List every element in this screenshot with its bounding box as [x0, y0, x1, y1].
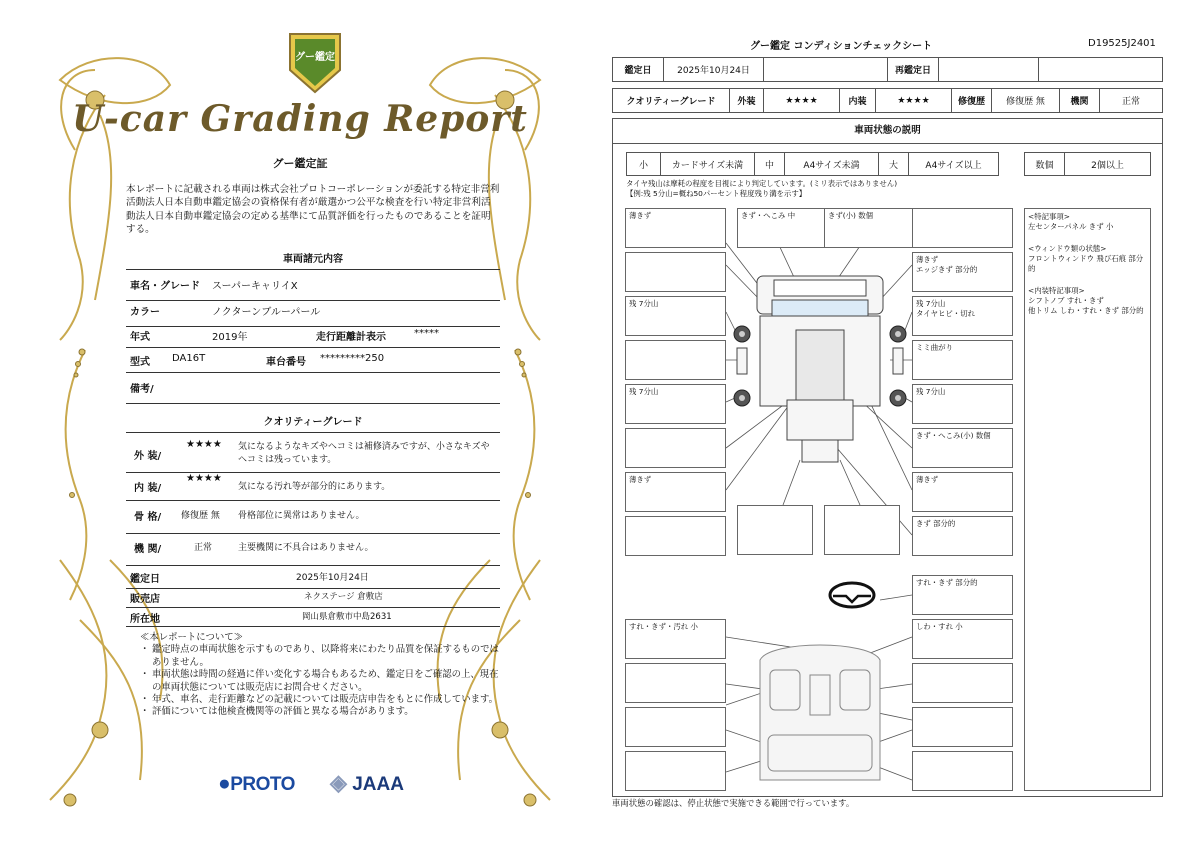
interior-stars: ★★★★ [186, 473, 222, 484]
grade-table [612, 88, 1163, 113]
report-notes [140, 632, 500, 719]
size-legend-table [626, 152, 999, 176]
report-script-title: U-car Grading Report [72, 98, 528, 140]
damage-box [912, 751, 1013, 791]
row-dealer [126, 590, 500, 608]
damage-box [625, 663, 726, 703]
count-desc: 2個以上 [1091, 160, 1124, 171]
frame-value: 修復歴 無 [181, 511, 220, 521]
tire-note [626, 179, 897, 199]
name-label: 車名・グレード [130, 281, 200, 292]
damage-box: 薄きず [625, 208, 726, 248]
date-table [612, 57, 1163, 82]
sheet-footnote: 車両状態の確認は、停止状態で実施できる範囲で行っています。 [612, 798, 855, 808]
damage-box [912, 707, 1013, 747]
notes-title: ≪本レポートについて≫ [140, 632, 243, 643]
name-value: スーパーキャリイX [212, 281, 298, 292]
condition-section-title: 車両状態の説明 [612, 118, 1163, 144]
odometer-value: ***** [414, 328, 439, 339]
interior-comment: 気になる汚れ等が部分的にあります。 [238, 482, 391, 492]
row-appraisal-date [126, 570, 500, 589]
year-label: 年式 [130, 332, 150, 343]
jaaa-logo-text: JAAA [352, 774, 404, 795]
count-legend-table [1024, 152, 1151, 176]
interior-notes-group [1028, 286, 1147, 316]
proto-mark-icon: ● [218, 772, 231, 795]
date-blank [764, 58, 888, 81]
size-mid-label: 中 [755, 153, 785, 175]
reinspect-value [939, 58, 1039, 81]
date-label: 鑑定日 [613, 58, 664, 81]
spec-row-model [126, 353, 500, 373]
interior-notes-text: シフトノブ すれ・きず [1028, 296, 1104, 305]
engine-label: 機 関/ [134, 544, 162, 555]
model-value: DA16T [172, 353, 206, 364]
exterior-comment-2: ヘコミは残っています。 [238, 455, 337, 465]
repair-history-value: 修復歴 無 [992, 89, 1060, 112]
special-notes-text: 左センターパネル きず 小 [1028, 222, 1114, 231]
damage-box [625, 252, 726, 292]
engine-value: 正常 [1121, 97, 1140, 107]
jaaa-mark-icon: ◈ [330, 770, 347, 795]
proto-logo-text: PROTO [230, 774, 295, 795]
interior-stars: ★★★★ [876, 89, 952, 112]
note-item: ・ 年式、車名、走行距離などの記載については販売店申告をもとに作成しています。 [140, 694, 500, 706]
interior-label: 内装 [840, 89, 876, 112]
spec-row-remarks [126, 380, 500, 404]
damage-box [737, 505, 813, 555]
engine-comment: 主要機関に不具合はありません。 [238, 543, 374, 553]
color-value: ノクターンブルーパール [212, 307, 321, 318]
sheet-title: グー鑑定 コンディションチェックシート [750, 41, 933, 52]
grade-row-interior [126, 473, 500, 501]
exterior-stars: ★★★★ [186, 439, 222, 450]
damage-box [625, 751, 726, 791]
damage-box: 残 7分山 タイヤヒビ・切れ [912, 296, 1013, 336]
repair-history-label: 修復歴 [952, 89, 992, 112]
damage-box: きず 部分的 [912, 516, 1013, 556]
chassis-value: *********250 [320, 353, 385, 364]
tire-note-line-1: タイヤ残山は摩耗の程度を目視により判定しています。(ミリ表示ではありません) [626, 179, 898, 188]
tire-note-line-2: 【例:残 5分山=概ね50パーセント程度残り溝を示す】 [626, 189, 807, 198]
certificate-intro: 本レポートに記載される車両は株式会社プロトコーポレーションが委託する特定非営利活動法人日本自動車鑑定協会の資格保有者が厳選かつ公平な検査を行い特定非営利活動法人日本自動車鑑定協会の定める基準にて品質評価を行ったものであることを証明する。 [126, 184, 500, 235]
note-item: ・ 評価については他検査機関等の評価と異なる場合があります。 [140, 706, 500, 718]
frame-label: 骨 格/ [134, 512, 162, 523]
spec-row-name [126, 277, 500, 301]
damage-box: 残 7分山 [912, 384, 1013, 424]
spec-row-year [126, 328, 500, 348]
damage-box [912, 208, 1013, 248]
grade-row-engine [126, 540, 500, 566]
size-mid-desc: A4サイズ未満 [785, 153, 879, 175]
damage-box: 残 7分山 [625, 296, 726, 336]
odometer-label: 走行距離計表示 [316, 332, 386, 343]
grade-row-frame [126, 508, 500, 534]
spec-row-color [126, 303, 500, 327]
chassis-label: 車台番号 [266, 357, 306, 368]
exterior-comment-1: 気になるようなキズやヘコミは補修済みですが、小さなキズや [238, 442, 490, 452]
spec-section-heading: 車両諸元内容 [126, 250, 500, 270]
model-label: 型式 [130, 357, 150, 368]
damage-box [824, 505, 900, 555]
reinspect-blank [1039, 58, 1162, 81]
dealer-label: 販売店 [130, 594, 160, 605]
certificate-title: グー鑑定証 [272, 157, 328, 170]
color-label: カラー [130, 307, 160, 318]
interior-notes-text: 他トリム しわ・すれ・きず 部分的 [1028, 306, 1144, 315]
appraisal-date-value: 2025年10月24日 [296, 573, 369, 583]
location-value: 岡山県倉敷市中島2631 [302, 612, 392, 622]
size-small-label: 小 [627, 153, 661, 175]
damage-box: きず(小) 数個 [824, 208, 925, 248]
engine-value: 正常 [194, 543, 213, 553]
interior-notes-title: <内装特記事項> [1028, 286, 1085, 295]
special-notes-panel [1024, 208, 1151, 791]
reinspect-label: 再鑑定日 [888, 58, 939, 81]
damage-box: ミミ曲がり [912, 340, 1013, 380]
exterior-label: 外 装/ [134, 451, 162, 462]
grade-row-exterior [126, 439, 500, 473]
appraisal-date-label: 鑑定日 [130, 574, 160, 585]
special-notes-group [1028, 212, 1147, 232]
proto-logo [218, 772, 295, 796]
window-notes-text: フロントウィンドウ 飛び石痕 部分的 [1028, 254, 1144, 273]
damage-box [912, 663, 1013, 703]
interior-label: 内 装/ [134, 483, 162, 494]
size-large-label: 大 [879, 153, 909, 175]
year-value: 2019年 [212, 332, 248, 343]
engine-label: 機関 [1060, 89, 1100, 112]
damage-box: 薄きず エッジきず 部分的 [912, 252, 1013, 292]
damage-box [625, 340, 726, 380]
note-item: ・ 車両状態は時間の経過に伴い変化する場合もあるため、鑑定日をご確認の上、現在の車両状態については販売店にお問合せください。 [140, 669, 500, 694]
quality-grade-label: クオリティーグレード [613, 89, 730, 112]
badge-text: グー鑑定 [295, 52, 335, 63]
count-label: 数個 [1025, 153, 1065, 175]
exterior-label: 外装 [730, 89, 764, 112]
size-large-desc: A4サイズ以上 [925, 160, 982, 171]
damage-box: きず・へこみ(小) 数個 [912, 428, 1013, 468]
goo-appraisal-badge [285, 30, 345, 94]
special-notes-title: <特記事項> [1028, 212, 1070, 221]
row-location [126, 610, 500, 627]
note-item: ・ 鑑定時点の車両状態を示すものであり、以降将来にわたり品質を保証するものではありません。 [140, 644, 500, 669]
damage-box [625, 428, 726, 468]
damage-box: すれ・きず・汚れ 小 [625, 619, 726, 659]
location-label: 所在地 [130, 614, 160, 625]
damage-box: すれ・きず 部分的 [912, 575, 1013, 615]
damage-box: しわ・すれ 小 [912, 619, 1013, 659]
jaaa-logo [330, 770, 404, 796]
remarks-label: 備考/ [130, 384, 154, 395]
damage-box [625, 516, 726, 556]
grade-section-heading: クオリティーグレード [126, 413, 500, 433]
frame-comment: 骨格部位に異常はありません。 [238, 511, 365, 521]
window-notes-group [1028, 244, 1147, 274]
damage-box: きず・へこみ 中 [737, 208, 838, 248]
document-id: D19525J2401 [1088, 38, 1156, 49]
exterior-stars: ★★★★ [764, 89, 840, 112]
damage-box: 残 7分山 [625, 384, 726, 424]
damage-box: 薄きず [912, 472, 1013, 512]
window-notes-title: <ウィンドウ類の状態> [1028, 244, 1107, 253]
date-value: 2025年10月24日 [664, 58, 764, 81]
dealer-value: ネクステージ 倉敷店 [304, 592, 383, 602]
damage-box: 薄きず [625, 472, 726, 512]
size-small-desc: カードサイズ未満 [661, 153, 755, 175]
damage-box [625, 707, 726, 747]
